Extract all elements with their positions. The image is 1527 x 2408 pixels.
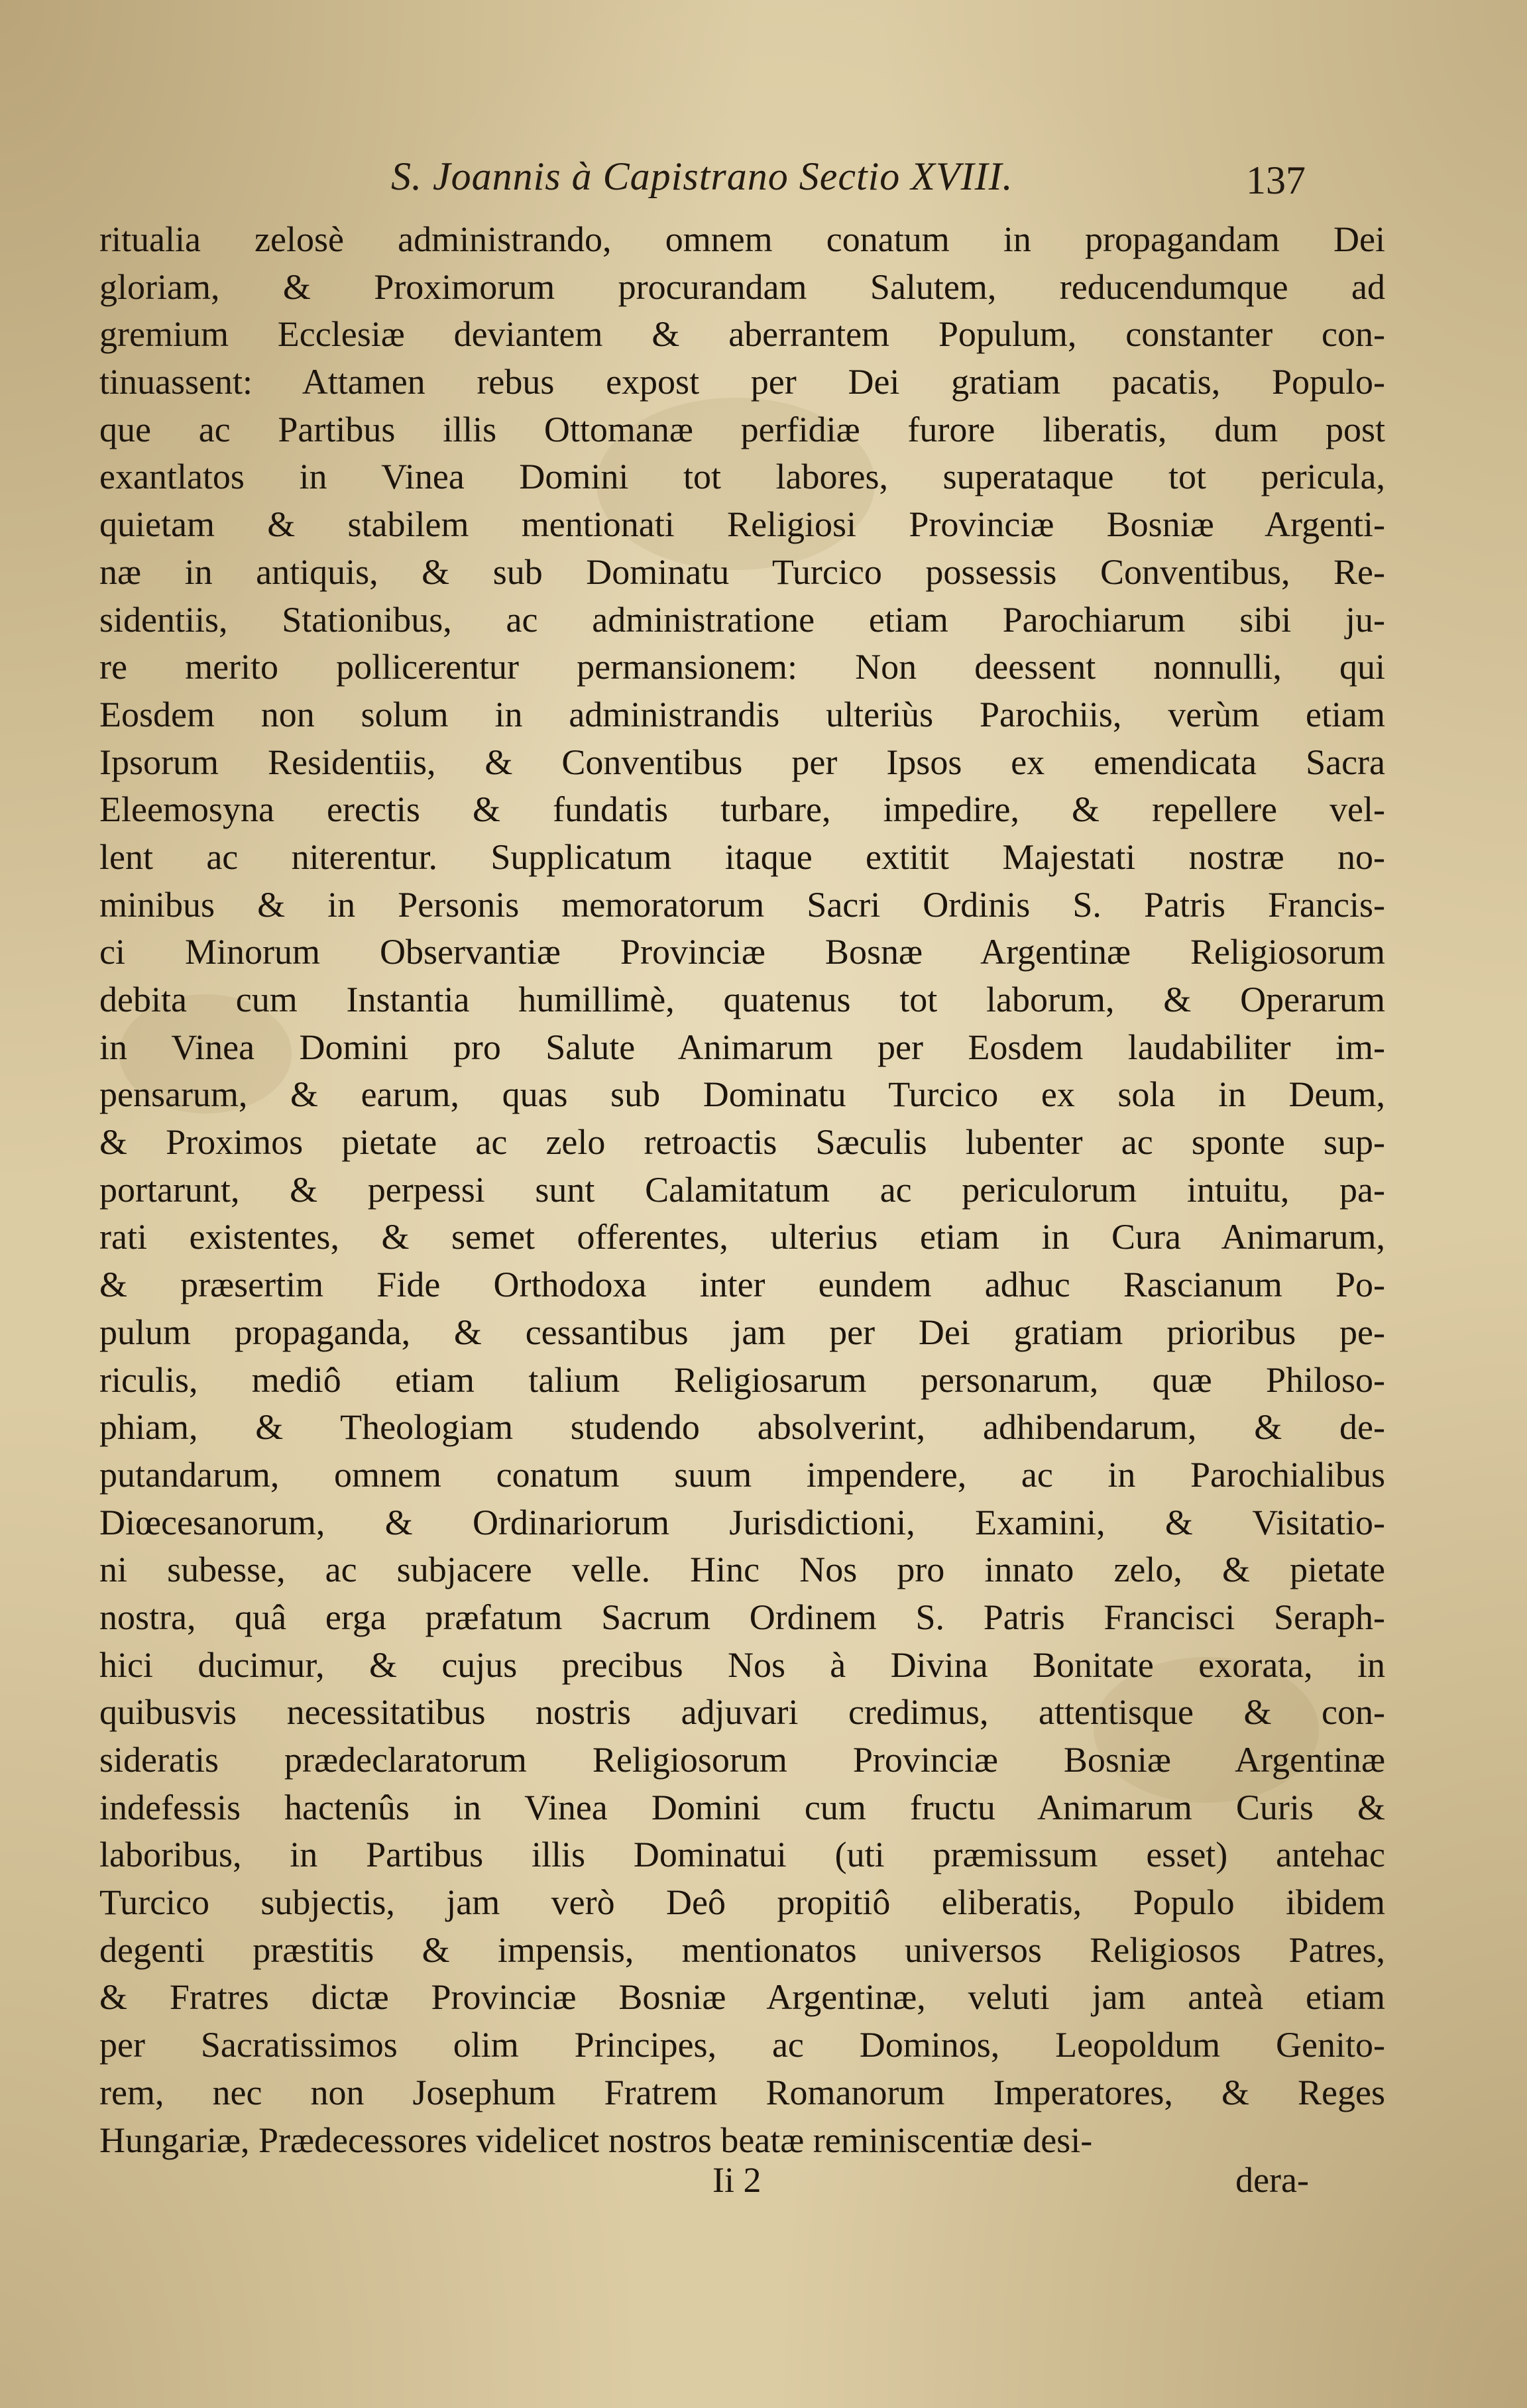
text-line: riculis, mediô etiam talium Religiosarum personarum, quæ Philoso-: [99, 1359, 1385, 1400]
text-line: & præsertim Fide Orthodoxa inter eundem adhuc Rascianum Po-: [99, 1265, 1385, 1305]
text-line: in Vinea Domini pro Salute Animarum per Eosdem laudabiliter im-: [99, 1027, 1385, 1067]
text-line: gremium Ecclesiæ deviantem & aberrantem Populum, constanter con-: [99, 314, 1385, 355]
text-line: per Sacratissimos olim Principes, ac Dominos, Leopoldum Genito-: [99, 2025, 1385, 2065]
text-line: Ipsorum Residentiis, & Conventibus per Ipsos ex emendicata Sacra: [99, 742, 1385, 782]
body-text: [99, 216, 1385, 2164]
text-line: sidentiis, Stationibus, ac administratione etiam Parochiarum sibi ju-: [99, 599, 1385, 640]
text-line: debita cum Instantia humillimè, quatenus tot laborum, & Operarum: [99, 980, 1385, 1019]
text-line: ci Minorum Observantiæ Provinciæ Bosnæ Argentinæ Religiosorum: [99, 932, 1385, 972]
text-line: Hungariæ, Prædecessores videlicet nostros beatæ reminiscentiæ desi-: [99, 2120, 1093, 2160]
text-line: quietam & stabilem mentionati Religiosi Provinciæ Bosniæ Argenti-: [99, 504, 1385, 545]
text-line: nostra, quâ erga præfatum Sacrum Ordinem S. Patris Francisci Seraph-: [99, 1597, 1385, 1637]
page-number: 137: [1246, 158, 1306, 202]
text-line: Diœcesanorum, & Ordinariorum Jurisdictioni, Examini, & Visitatio-: [99, 1502, 1385, 1542]
text-line: hici ducimur, & cujus precibus Nos à Divina Bonitate exorata, in: [99, 1644, 1385, 1685]
text-line: degenti præstitis & impensis, mentionatos universos Religiosos Patres,: [99, 1929, 1385, 1970]
text-line: re merito pollicerentur permansionem: Non deessent nonnulli, qui: [99, 647, 1385, 687]
text-line: næ in antiquis, & sub Dominatu Turcico possessis Conventibus, Re-: [99, 551, 1385, 592]
text-line: ni subesse, ac subjacere velle. Hinc Nos pro innato zelo, & pietate: [99, 1550, 1385, 1590]
text-line: quibusvis necessitatibus nostris adjuvari credimus, attentisque & con-: [99, 1692, 1385, 1733]
text-line: rem, nec non Josephum Fratrem Romanorum Imperatores, & Reges: [99, 2072, 1385, 2112]
text-line: Eleemosyna erectis & fundatis turbare, impedire, & repellere vel-: [99, 789, 1385, 830]
running-title: S. Joannis à Capistrano Sectio XVIII.: [391, 154, 1013, 198]
text-line: putandarum, omnem conatum suum impendere, ac in Parochialibus: [99, 1454, 1385, 1495]
text-line: exantlatos in Vinea Domini tot labores, superataque tot pericula,: [99, 457, 1385, 497]
text-line: indefessis hactenûs in Vinea Domini cum fructu Animarum Curis &: [99, 1787, 1385, 1827]
text-line: tinuassent: Attamen rebus expost per Dei gratiam pacatis, Populo-: [99, 362, 1385, 402]
text-line: pensarum, & earum, quas sub Dominatu Turcico ex sola in Deum,: [99, 1074, 1385, 1115]
text-line: gloriam, & Proximorum procurandam Salutem, reducendumque ad: [99, 266, 1385, 307]
text-line: ritualia zelosè administrando, omnem conatum in propagandam Dei: [99, 219, 1385, 259]
text-line: minibus & in Personis memoratorum Sacri Ordinis S. Patris Francis-: [99, 884, 1385, 925]
text-line: Eosdem non solum in administrandis ulteriùs Parochiis, verùm etiam: [99, 694, 1385, 734]
text-line: portarunt, & perpessi sunt Calamitatum ac periculorum intuitu, pa-: [99, 1169, 1385, 1210]
text-line: sideratis prædeclaratorum Religiosorum Provinciæ Bosniæ Argentinæ: [99, 1740, 1385, 1780]
text-line: pulum propaganda, & cessantibus jam per Dei gratiam prioribus pe-: [99, 1312, 1385, 1352]
text-line: Turcico subjectis, jam verò Deô propitiô eliberatis, Populo ibidem: [99, 1882, 1385, 1923]
text-line: phiam, & Theologiam studendo absolverint, adhibendarum, & de-: [99, 1407, 1385, 1448]
text-line: laboribus, in Partibus illis Dominatui (uti præmissum esset) antehac: [99, 1835, 1385, 1875]
catchword: dera-: [1235, 2160, 1309, 2200]
text-line: que ac Partibus illis Ottomanæ perfidiæ furore liberatis, dum post: [99, 409, 1385, 449]
page-header: [99, 154, 1379, 213]
text-line: & Fratres dictæ Provinciæ Bosniæ Argentinæ, veluti jam anteà etiam: [99, 1977, 1385, 2018]
signature-mark: Ii 2: [712, 2160, 762, 2200]
text-line: rati existentes, & semet offerentes, ulterius etiam in Cura Animarum,: [99, 1217, 1385, 1257]
page-footer: [99, 2159, 1385, 2212]
text-line: & Proximos pietate ac zelo retroactis Sæculis lubenter ac sponte sup-: [99, 1122, 1385, 1163]
text-line: lent ac niterentur. Supplicatum itaque extitit Majestati nostræ no-: [99, 836, 1385, 877]
